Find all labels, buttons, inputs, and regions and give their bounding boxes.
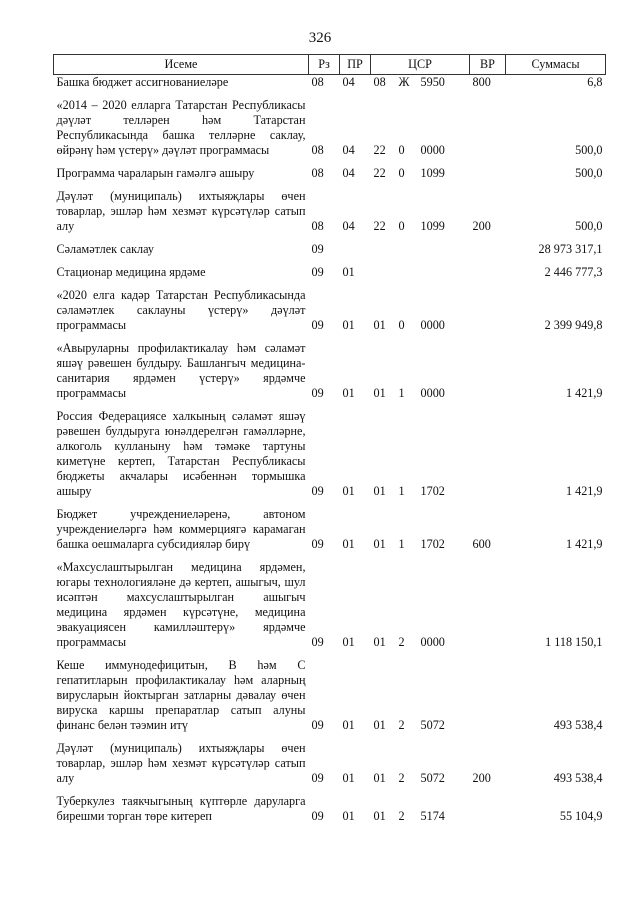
row-csr-3: 5072 bbox=[420, 771, 445, 785]
row-csr-3: 5072 bbox=[420, 718, 445, 732]
row-name: «2014 – 2020 елларга Татарстан Республикасы дәүләт телләрен һәм Татарстан Республикасында башка телләрне саклау, өйрәнү һәм үстерү» дәүләт программасы bbox=[56, 98, 306, 157]
table-row bbox=[54, 658, 606, 733]
row-amount: 2 446 777,3 bbox=[544, 265, 603, 279]
row-csr-1: 22 bbox=[373, 143, 386, 157]
row-csr-1: 01 bbox=[373, 771, 386, 785]
table-row bbox=[54, 341, 606, 401]
row-amount: 2 399 949,8 bbox=[544, 318, 603, 332]
header-csr: ЦСР bbox=[371, 55, 470, 75]
table-row bbox=[54, 560, 606, 650]
row-rz: 09 bbox=[311, 771, 324, 785]
row-spacer bbox=[54, 333, 606, 341]
row-amount: 1 421,9 bbox=[565, 386, 603, 400]
row-spacer-cell bbox=[54, 280, 606, 288]
row-name: Туберкулез таякчыгының күптөрле даруларга бирешми торган төре китереп bbox=[56, 794, 306, 823]
row-csr-2: 0 bbox=[398, 143, 405, 157]
table-row bbox=[54, 166, 606, 181]
row-name: Дәүләт (муниципаль) ихтыяҗлары өчен товарлар, эшләр һәм хезмәт күрсәтүләр сатып алу bbox=[56, 741, 306, 785]
row-csr-2: 0 bbox=[398, 318, 405, 332]
row-rz: 08 bbox=[311, 166, 324, 180]
row-amount: 6,8 bbox=[587, 75, 603, 89]
row-csr-3 bbox=[418, 242, 470, 257]
row-rz: 08 bbox=[311, 143, 324, 157]
row-rz: 09 bbox=[311, 484, 324, 498]
row-pr bbox=[340, 242, 371, 257]
row-rz: 09 bbox=[311, 318, 324, 332]
row-csr-1 bbox=[371, 265, 396, 280]
row-amount: 28 973 317,1 bbox=[538, 242, 603, 256]
row-pr: 01 bbox=[342, 809, 355, 823]
header-vr: ВР bbox=[470, 55, 506, 75]
row-spacer bbox=[54, 499, 606, 507]
row-pr: 04 bbox=[342, 75, 355, 89]
row-name: «Махсуслаштырылган медицина ярдәмен, югары технологияләне дә кертеп, ашыгыч, шул исәптән махсуслаштырылган ашыгыч медицина ярдәмен күрсәтүне, медицина эвакуациясен камилләштерү» ярдәмче программасы bbox=[56, 560, 306, 649]
row-rz: 09 bbox=[311, 718, 324, 732]
table-row bbox=[54, 288, 606, 333]
row-csr-2 bbox=[396, 265, 418, 280]
row-vr bbox=[470, 341, 506, 401]
row-csr-3: 0000 bbox=[420, 318, 445, 332]
row-name: Стационар медицина ярдәме bbox=[56, 265, 206, 279]
row-amount: 1 421,9 bbox=[565, 537, 603, 551]
row-spacer-cell bbox=[54, 786, 606, 794]
row-pr: 01 bbox=[342, 537, 355, 551]
row-spacer-cell bbox=[54, 552, 606, 560]
row-spacer bbox=[54, 733, 606, 741]
row-amount: 493 538,4 bbox=[553, 718, 603, 732]
row-csr-3: 0000 bbox=[420, 143, 445, 157]
row-spacer bbox=[54, 650, 606, 658]
row-csr-1: 08 bbox=[373, 75, 386, 89]
row-spacer bbox=[54, 257, 606, 265]
row-csr-3: 0000 bbox=[420, 635, 445, 649]
row-vr: 200 bbox=[472, 771, 491, 785]
row-name: Бюджет учреждениеләренә, автоном учреждениеләргә һәм коммерциягә карамаган башка оешмаларга субсидияләр бирү bbox=[56, 507, 306, 551]
row-pr: 01 bbox=[342, 386, 355, 400]
row-spacer bbox=[54, 234, 606, 242]
row-csr-1: 01 bbox=[373, 809, 386, 823]
row-spacer-cell bbox=[54, 650, 606, 658]
row-name: Россия Федерациясе халкының сәламәт яшәү рәвешен булдыруга юнәлдерелгән гамәлләрне, алкоголь кулланыну һәм тәмәке тартуны киметүне кертеп, Татарстан Республикасы бюджеты акчалары исәбеннән тормышка ашыру bbox=[56, 409, 306, 498]
row-csr-2: Ж bbox=[398, 75, 410, 89]
row-amount: 500,0 bbox=[575, 143, 603, 157]
table-row bbox=[54, 794, 606, 824]
row-pr: 04 bbox=[342, 166, 355, 180]
row-spacer-cell bbox=[54, 333, 606, 341]
budget-table bbox=[53, 54, 606, 824]
row-pr: 04 bbox=[342, 219, 355, 233]
table-header bbox=[54, 55, 606, 75]
row-spacer bbox=[54, 401, 606, 409]
row-rz: 09 bbox=[311, 242, 324, 256]
row-csr-3: 1099 bbox=[420, 219, 445, 233]
row-spacer bbox=[54, 90, 606, 98]
row-amount: 500,0 bbox=[575, 219, 603, 233]
row-name: «2020 елга кадәр Татарстан Республикасында сәламәтлек саклауны үстерү» дәүләт программасы bbox=[56, 288, 306, 332]
row-rz: 09 bbox=[311, 635, 324, 649]
row-rz: 09 bbox=[311, 386, 324, 400]
row-vr: 800 bbox=[472, 75, 491, 89]
row-vr bbox=[470, 265, 506, 280]
row-spacer bbox=[54, 181, 606, 189]
row-csr-2: 1 bbox=[398, 386, 405, 400]
row-vr: 600 bbox=[472, 537, 491, 551]
row-amount: 1 118 150,1 bbox=[545, 635, 603, 649]
row-pr: 01 bbox=[342, 635, 355, 649]
row-csr-1: 01 bbox=[373, 484, 386, 498]
row-csr-2: 0 bbox=[398, 219, 405, 233]
row-spacer bbox=[54, 552, 606, 560]
row-csr-3: 0000 bbox=[420, 386, 445, 400]
table-row bbox=[54, 75, 606, 91]
header-rz: Рз bbox=[309, 55, 340, 75]
row-csr-2: 0 bbox=[398, 166, 405, 180]
row-csr-2: 1 bbox=[398, 537, 405, 551]
row-csr-1: 01 bbox=[373, 537, 386, 551]
row-spacer-cell bbox=[54, 257, 606, 265]
row-csr-2: 2 bbox=[398, 809, 405, 823]
row-spacer bbox=[54, 280, 606, 288]
row-csr-1: 01 bbox=[373, 386, 386, 400]
row-pr: 01 bbox=[342, 718, 355, 732]
row-csr-2: 2 bbox=[398, 718, 405, 732]
row-csr-2: 1 bbox=[398, 484, 405, 498]
row-spacer-cell bbox=[54, 181, 606, 189]
row-csr-2 bbox=[396, 242, 418, 257]
row-vr bbox=[470, 560, 506, 650]
row-csr-3: 5174 bbox=[420, 809, 445, 823]
row-spacer-cell bbox=[54, 499, 606, 507]
row-csr-1: 22 bbox=[373, 219, 386, 233]
row-csr-3 bbox=[418, 265, 470, 280]
row-amount: 500,0 bbox=[575, 166, 603, 180]
row-rz: 08 bbox=[311, 75, 324, 89]
row-rz: 09 bbox=[311, 265, 324, 279]
row-csr-2: 2 bbox=[398, 635, 405, 649]
row-name: «Авыруларны профилактикалау һәм сәламәт яшәү рәвешен булдыру. Башлангыч медицина-санитария ярдәмен үстерү» ярдәмче программасы bbox=[56, 341, 306, 400]
row-amount: 55 104,9 bbox=[559, 809, 603, 823]
row-csr-3: 1702 bbox=[420, 484, 445, 498]
row-csr-1: 01 bbox=[373, 318, 386, 332]
row-csr-1: 22 bbox=[373, 166, 386, 180]
table-row bbox=[54, 741, 606, 786]
row-amount: 1 421,9 bbox=[565, 484, 603, 498]
row-vr bbox=[470, 658, 506, 733]
row-csr-1: 01 bbox=[373, 635, 386, 649]
row-csr-3: 1099 bbox=[420, 166, 445, 180]
row-name: Башка бюджет ассигнованиеләре bbox=[56, 75, 229, 89]
row-spacer bbox=[54, 158, 606, 166]
header-amount: Суммасы bbox=[506, 55, 606, 75]
row-rz: 09 bbox=[311, 809, 324, 823]
row-pr: 01 bbox=[342, 265, 355, 279]
row-spacer-cell bbox=[54, 401, 606, 409]
header-name: Исеме bbox=[54, 55, 309, 75]
header-pr: ПР bbox=[340, 55, 371, 75]
row-name: Сәламәтлек саклау bbox=[56, 242, 154, 256]
row-csr-1 bbox=[371, 242, 396, 257]
row-rz: 08 bbox=[311, 219, 324, 233]
row-pr: 04 bbox=[342, 143, 355, 157]
row-name: Программа чараларын гамәлгә ашыру bbox=[56, 166, 255, 180]
row-csr-1: 01 bbox=[373, 718, 386, 732]
row-spacer bbox=[54, 786, 606, 794]
row-amount: 493 538,4 bbox=[553, 771, 603, 785]
row-vr bbox=[470, 409, 506, 499]
row-vr: 200 bbox=[472, 219, 491, 233]
row-vr bbox=[470, 794, 506, 824]
row-pr: 01 bbox=[342, 771, 355, 785]
row-csr-2: 2 bbox=[398, 771, 405, 785]
row-csr-3: 1702 bbox=[420, 537, 445, 551]
table-row bbox=[54, 409, 606, 499]
row-spacer-cell bbox=[54, 733, 606, 741]
table-row bbox=[54, 242, 606, 257]
row-vr bbox=[470, 98, 506, 158]
row-pr: 01 bbox=[342, 318, 355, 332]
row-name: Дәүләт (муниципаль) ихтыяҗлары өчен товарлар, эшләр һәм хезмәт күрсәтүләр сатып алу bbox=[56, 189, 306, 233]
table-row bbox=[54, 265, 606, 280]
row-spacer-cell bbox=[54, 90, 606, 98]
row-pr: 01 bbox=[342, 484, 355, 498]
row-rz: 09 bbox=[311, 537, 324, 551]
row-spacer-cell bbox=[54, 234, 606, 242]
page-number: 326 bbox=[308, 30, 332, 46]
row-vr bbox=[470, 288, 506, 333]
table-row bbox=[54, 189, 606, 234]
table-row bbox=[54, 507, 606, 552]
row-vr bbox=[470, 242, 506, 257]
row-name: Кеше иммунодефицитын, B һәм C гепатитларын профилактикалау һәм аларның вирусларын йоктырган затларны дәвалау өчен вируска каршы препаратлар сатып алуны финанс белән тәэмин итү bbox=[56, 658, 306, 732]
table-row bbox=[54, 98, 606, 158]
row-csr-3: 5950 bbox=[420, 75, 445, 89]
row-vr bbox=[470, 166, 506, 181]
row-spacer-cell bbox=[54, 158, 606, 166]
